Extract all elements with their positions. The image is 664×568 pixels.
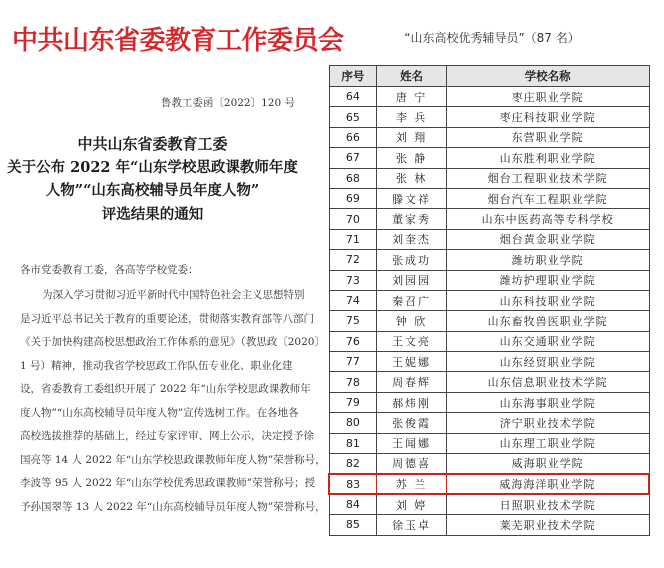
cell-number: 64 <box>329 87 377 107</box>
cell-school: 烟台工程职业技术学院 <box>446 168 649 188</box>
document-title-line: 关于公布 2022 年“山东学校思政课教师年度 <box>7 159 298 176</box>
cell-school: 枣庄科技职业学院 <box>446 107 649 127</box>
cell-school: 山东畜牧兽医职业学院 <box>446 311 649 331</box>
cell-number: 68 <box>329 168 377 188</box>
cell-number: 65 <box>329 107 377 127</box>
header-number: 序号 <box>329 66 377 87</box>
table-body <box>329 87 649 536</box>
table-row <box>329 331 649 351</box>
cell-number: 78 <box>329 372 377 392</box>
document-title-line: 中共山东省委教育工委 <box>77 135 228 153</box>
cell-school: 山东交通职业学院 <box>446 331 649 351</box>
cell-number: 80 <box>329 413 377 433</box>
document-salutation: 各市党委教育工委，各高等学校党委： <box>20 264 199 276</box>
cell-school: 威海职业学院 <box>446 454 649 474</box>
cell-number: 67 <box>329 148 377 168</box>
body-line: 度人物”“山东高校辅导员年度人物”宣传选树工作。在各地各 <box>20 406 299 419</box>
body-line: 李波等 95 人 2022 年“山东学校优秀思政课教师”荣誉称号；授 <box>20 477 316 489</box>
table-row <box>329 413 649 433</box>
table-row <box>329 270 649 290</box>
cell-name: 张俊霞 <box>377 413 447 433</box>
table-row <box>329 454 649 474</box>
table-row <box>329 515 649 535</box>
cell-name: 董家秀 <box>377 209 447 229</box>
cell-school: 潍坊护理职业学院 <box>446 270 649 290</box>
cell-name: 张 静 <box>377 148 447 168</box>
body-line: 国亮等 14 人 2022 年“山东学校思政课教师年度人物”荣誉称号， <box>20 453 326 466</box>
cell-school: 济宁职业技术学院 <box>446 413 649 433</box>
body-line: 设，省委教育工委组织开展了 2022 年“山东学校思政课教师年 <box>20 383 311 395</box>
cell-name: 郝炜刚 <box>377 392 447 412</box>
cell-name: 王闻娜 <box>377 433 447 453</box>
document-number: 鲁教工委函〔2022〕120 号 <box>160 97 295 109</box>
cell-school: 烟台黄金职业学院 <box>446 229 649 249</box>
cell-number: 66 <box>329 127 377 147</box>
cell-school: 烟台汽车工程职业学院 <box>446 188 649 208</box>
cell-name: 周德喜 <box>377 454 447 474</box>
cell-school: 潍坊职业学院 <box>446 250 649 270</box>
cell-name: 唐 宁 <box>377 87 447 107</box>
body-line: 1 号）精神，推动我省学校思政工作队伍专业化、职业化建 <box>20 359 293 372</box>
cell-name: 张 林 <box>377 168 447 188</box>
document-header: 中共山东省委教育工作委员会 <box>12 26 344 56</box>
cell-number: 71 <box>329 229 377 249</box>
cell-number: 75 <box>329 311 377 331</box>
header-name: 姓名 <box>377 66 447 87</box>
cell-school: 山东经贸职业学院 <box>446 352 649 372</box>
cell-name: 秦召广 <box>377 290 447 310</box>
cell-name: 滕文祥 <box>377 188 447 208</box>
table-row <box>329 290 649 310</box>
cell-school: 莱芜职业技术学院 <box>446 515 649 535</box>
body-line: 为深入学习贯彻习近平新时代中国特色社会主义思想特别 <box>42 289 305 301</box>
cell-school: 山东理工职业学院 <box>446 433 649 453</box>
cell-school: 威海海洋职业学院 <box>446 474 649 494</box>
cell-number: 74 <box>329 290 377 310</box>
document-title-line: 人物”“山东高校辅导员年度人物” <box>45 182 260 199</box>
table-row <box>329 127 649 147</box>
body-line: 是习近平总书记关于教育的重要论述，贯彻落实教育部等八部门 <box>20 312 314 325</box>
cell-school: 山东海事职业学院 <box>446 392 649 412</box>
cell-school: 山东胜利职业学院 <box>446 148 649 168</box>
body-line: 予孙国翠等 13 人 2022 年“山东高校辅导员年度人物”荣誉称号， <box>20 500 326 513</box>
cell-number: 69 <box>329 188 377 208</box>
cell-name: 徐玉卓 <box>377 515 447 535</box>
table-row <box>329 229 649 249</box>
cell-name: 钟 欣 <box>377 311 447 331</box>
cell-number: 84 <box>329 494 377 514</box>
cell-school: 东营职业学院 <box>446 127 649 147</box>
document-title-line: 评选结果的通知 <box>101 206 204 223</box>
table-row <box>329 250 649 270</box>
table-row <box>329 311 649 331</box>
cell-school: 枣庄职业学院 <box>446 87 649 107</box>
cell-name: 王妮娜 <box>377 352 447 372</box>
cell-number: 77 <box>329 352 377 372</box>
cell-number: 70 <box>329 209 377 229</box>
table-row <box>329 87 649 107</box>
cell-name: 刘园园 <box>377 270 447 290</box>
cell-name: 王文亮 <box>377 331 447 351</box>
cell-school: 山东科技职业学院 <box>446 290 649 310</box>
cell-school: 山东信息职业技术学院 <box>446 372 649 392</box>
document-body <box>20 284 326 519</box>
cell-name: 刘 婷 <box>377 494 447 514</box>
cell-name: 刘 翔 <box>377 127 447 147</box>
table-row <box>329 148 649 168</box>
table-row <box>329 494 649 514</box>
cell-number: 79 <box>329 392 377 412</box>
cell-school: 日照职业技术学院 <box>446 494 649 514</box>
table-caption: “山东高校优秀辅导员”（87 名） <box>404 31 580 45</box>
header-school: 学校名称 <box>446 66 649 87</box>
cell-number: 81 <box>329 433 377 453</box>
cell-number: 82 <box>329 454 377 474</box>
cell-number: 72 <box>329 250 377 270</box>
cell-name: 李 兵 <box>377 107 447 127</box>
body-line: 《关于加快构建高校思想政治工作体系的意见》（教思政〔2020〕 <box>20 336 325 348</box>
table-row <box>329 107 649 127</box>
table-row <box>329 209 649 229</box>
cell-number: 73 <box>329 270 377 290</box>
counselor-table <box>328 65 650 536</box>
table-row <box>329 433 649 453</box>
cell-name: 刘奎杰 <box>377 229 447 249</box>
table-row-highlighted <box>329 474 649 494</box>
table-row <box>329 168 649 188</box>
table-row <box>329 352 649 372</box>
cell-name: 苏 兰 <box>377 474 447 494</box>
table-row <box>329 392 649 412</box>
table-row <box>329 188 649 208</box>
table-header-row <box>329 66 649 87</box>
cell-school: 山东中医药高等专科学校 <box>446 209 649 229</box>
cell-number: 76 <box>329 331 377 351</box>
cell-number: 85 <box>329 515 377 535</box>
cell-number: 83 <box>329 474 377 494</box>
body-line: 高校选拔推荐的基础上，经过专家评审、网上公示，决定授予徐 <box>20 430 314 442</box>
cell-name: 张成功 <box>377 250 447 270</box>
counselor-list <box>320 0 664 568</box>
table-row <box>329 372 649 392</box>
cell-name: 周春辉 <box>377 372 447 392</box>
